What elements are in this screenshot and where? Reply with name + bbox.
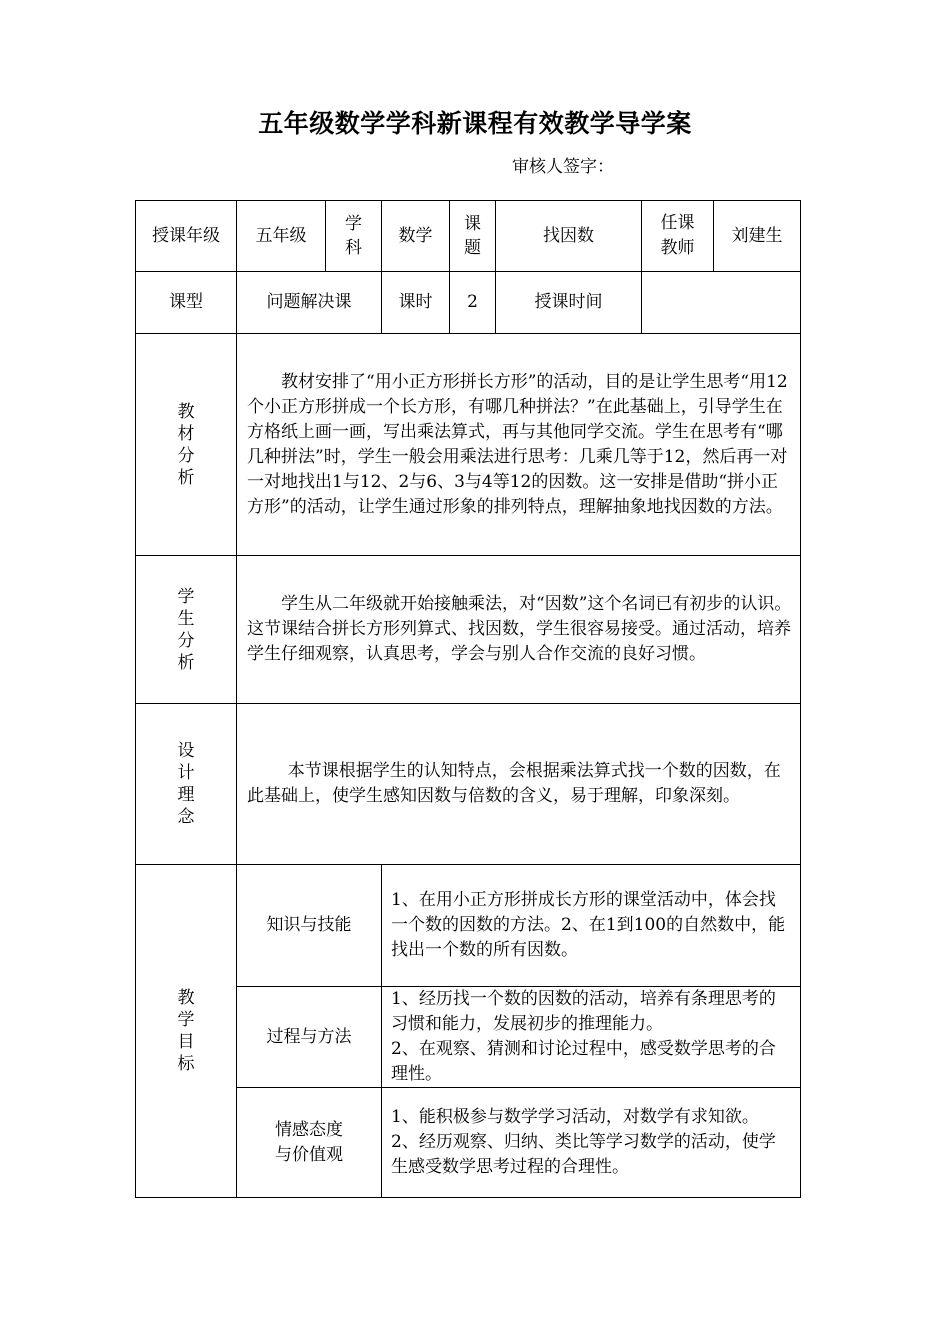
time-label: 授课时间 (496, 272, 642, 334)
knowledge-cell (382, 865, 801, 987)
grade-label: 授课年级 (136, 201, 237, 272)
textbook-analysis-row (136, 334, 801, 556)
second-row (136, 272, 801, 334)
design-concept-label: 设计理念 (177, 741, 195, 827)
teaching-goals-label: 教学目标 (177, 988, 195, 1074)
page-title: 五年级数学学科新课程有效教学导学案 (258, 109, 692, 138)
emotion-cell (382, 1088, 801, 1198)
emotion-label-cell (237, 1088, 382, 1198)
process-text-2: 2、在观察、猜测和讨论过程中，感受数学思考的合理性。 (391, 1039, 776, 1084)
student-analysis-label-cell (136, 556, 237, 704)
period-value: 2 (450, 272, 496, 334)
design-concept-text: 本节课根据学生的认知特点，会根据乘法算式找一个数的因数，在此基础上，使学生感知因数与倍数的含义，易于理解，印象深刻。 (247, 761, 781, 806)
topic-label: 课题 (464, 214, 481, 258)
student-analysis-cell (237, 556, 801, 704)
teacher-label: 任课教师 (660, 213, 695, 258)
subject-label-cell (326, 201, 382, 272)
header-row (136, 201, 801, 272)
design-concept-row (136, 704, 801, 865)
student-analysis-text: 学生从二年级就开始接触乘法，对“因数”这个名词已有初步的认识。这节课结合拼长方形列算式、找因数，学生很容易接受。通过活动，培养学生仔细观察，认真思考，学会与别人合作交流的良好习惯。 (247, 594, 792, 664)
subject-value: 数学 (382, 201, 450, 272)
emotion-text-2: 2、经历观察、归纳、类比等学习数学的活动，使学生感受数学思考过程的合理性。 (391, 1132, 776, 1177)
knowledge-text: 1、在用小正方形拼成长方形的课堂活动中，体会找一个数的因数的方法。2、在1到100的自然数中，能找出一个数的所有因数。 (391, 890, 786, 960)
lesson-type-label: 课型 (136, 272, 237, 334)
design-concept-cell (237, 704, 801, 865)
textbook-analysis-label-cell (136, 334, 237, 556)
emotion-text-1: 1、能积极参与数学学习活动，对数学有求知欲。 (391, 1107, 759, 1127)
student-analysis-row (136, 556, 801, 704)
textbook-analysis-label: 教材分析 (177, 401, 195, 488)
topic-value: 找因数 (496, 201, 642, 272)
textbook-analysis-text: 教材安排了“用小正方形拼长方形”的活动，目的是让学生思考“用12个小正方形拼成一个长方形，有哪几种拼法？”在此基础上，引导学生在方格纸上画一画，写出乘法算式，再与其他同学交流。学生在思考有“哪几种拼法”时，学生一般会用乘法进行思考：几乘几等于12，然后再一对一对地找出1与12、2与6、3与4等12的因数。这一安排是借助“拼小正方形”的活动，让学生通过形象的排列特点，理解抽象地找因数的方法。 (247, 371, 788, 517)
design-concept-label-cell (136, 704, 237, 865)
process-label: 过程与方法 (237, 987, 382, 1088)
teacher-value: 刘建生 (714, 201, 801, 272)
grade-value: 五年级 (237, 201, 326, 272)
teaching-goals-label-cell (136, 865, 237, 1198)
process-text-1: 1、经历找一个数的因数的活动，培养有条理思考的习惯和能力，发展初步的推理能力。 (391, 989, 776, 1034)
lesson-plan-table (135, 200, 801, 1198)
teacher-label-cell (642, 201, 714, 272)
student-analysis-label: 学生分析 (177, 586, 195, 673)
goals-knowledge-row (136, 865, 801, 987)
time-value (642, 272, 801, 334)
reviewer-signature-label: 审核人签字： (512, 157, 614, 177)
lesson-type-value: 问题解决课 (237, 272, 382, 334)
process-cell (382, 987, 801, 1088)
knowledge-label: 知识与技能 (237, 865, 382, 987)
emotion-label: 情感态度与价值观 (275, 1119, 343, 1165)
textbook-analysis-cell (237, 334, 801, 556)
subject-label: 学科 (345, 214, 362, 258)
period-label: 课时 (382, 272, 450, 334)
topic-label-cell (450, 201, 496, 272)
